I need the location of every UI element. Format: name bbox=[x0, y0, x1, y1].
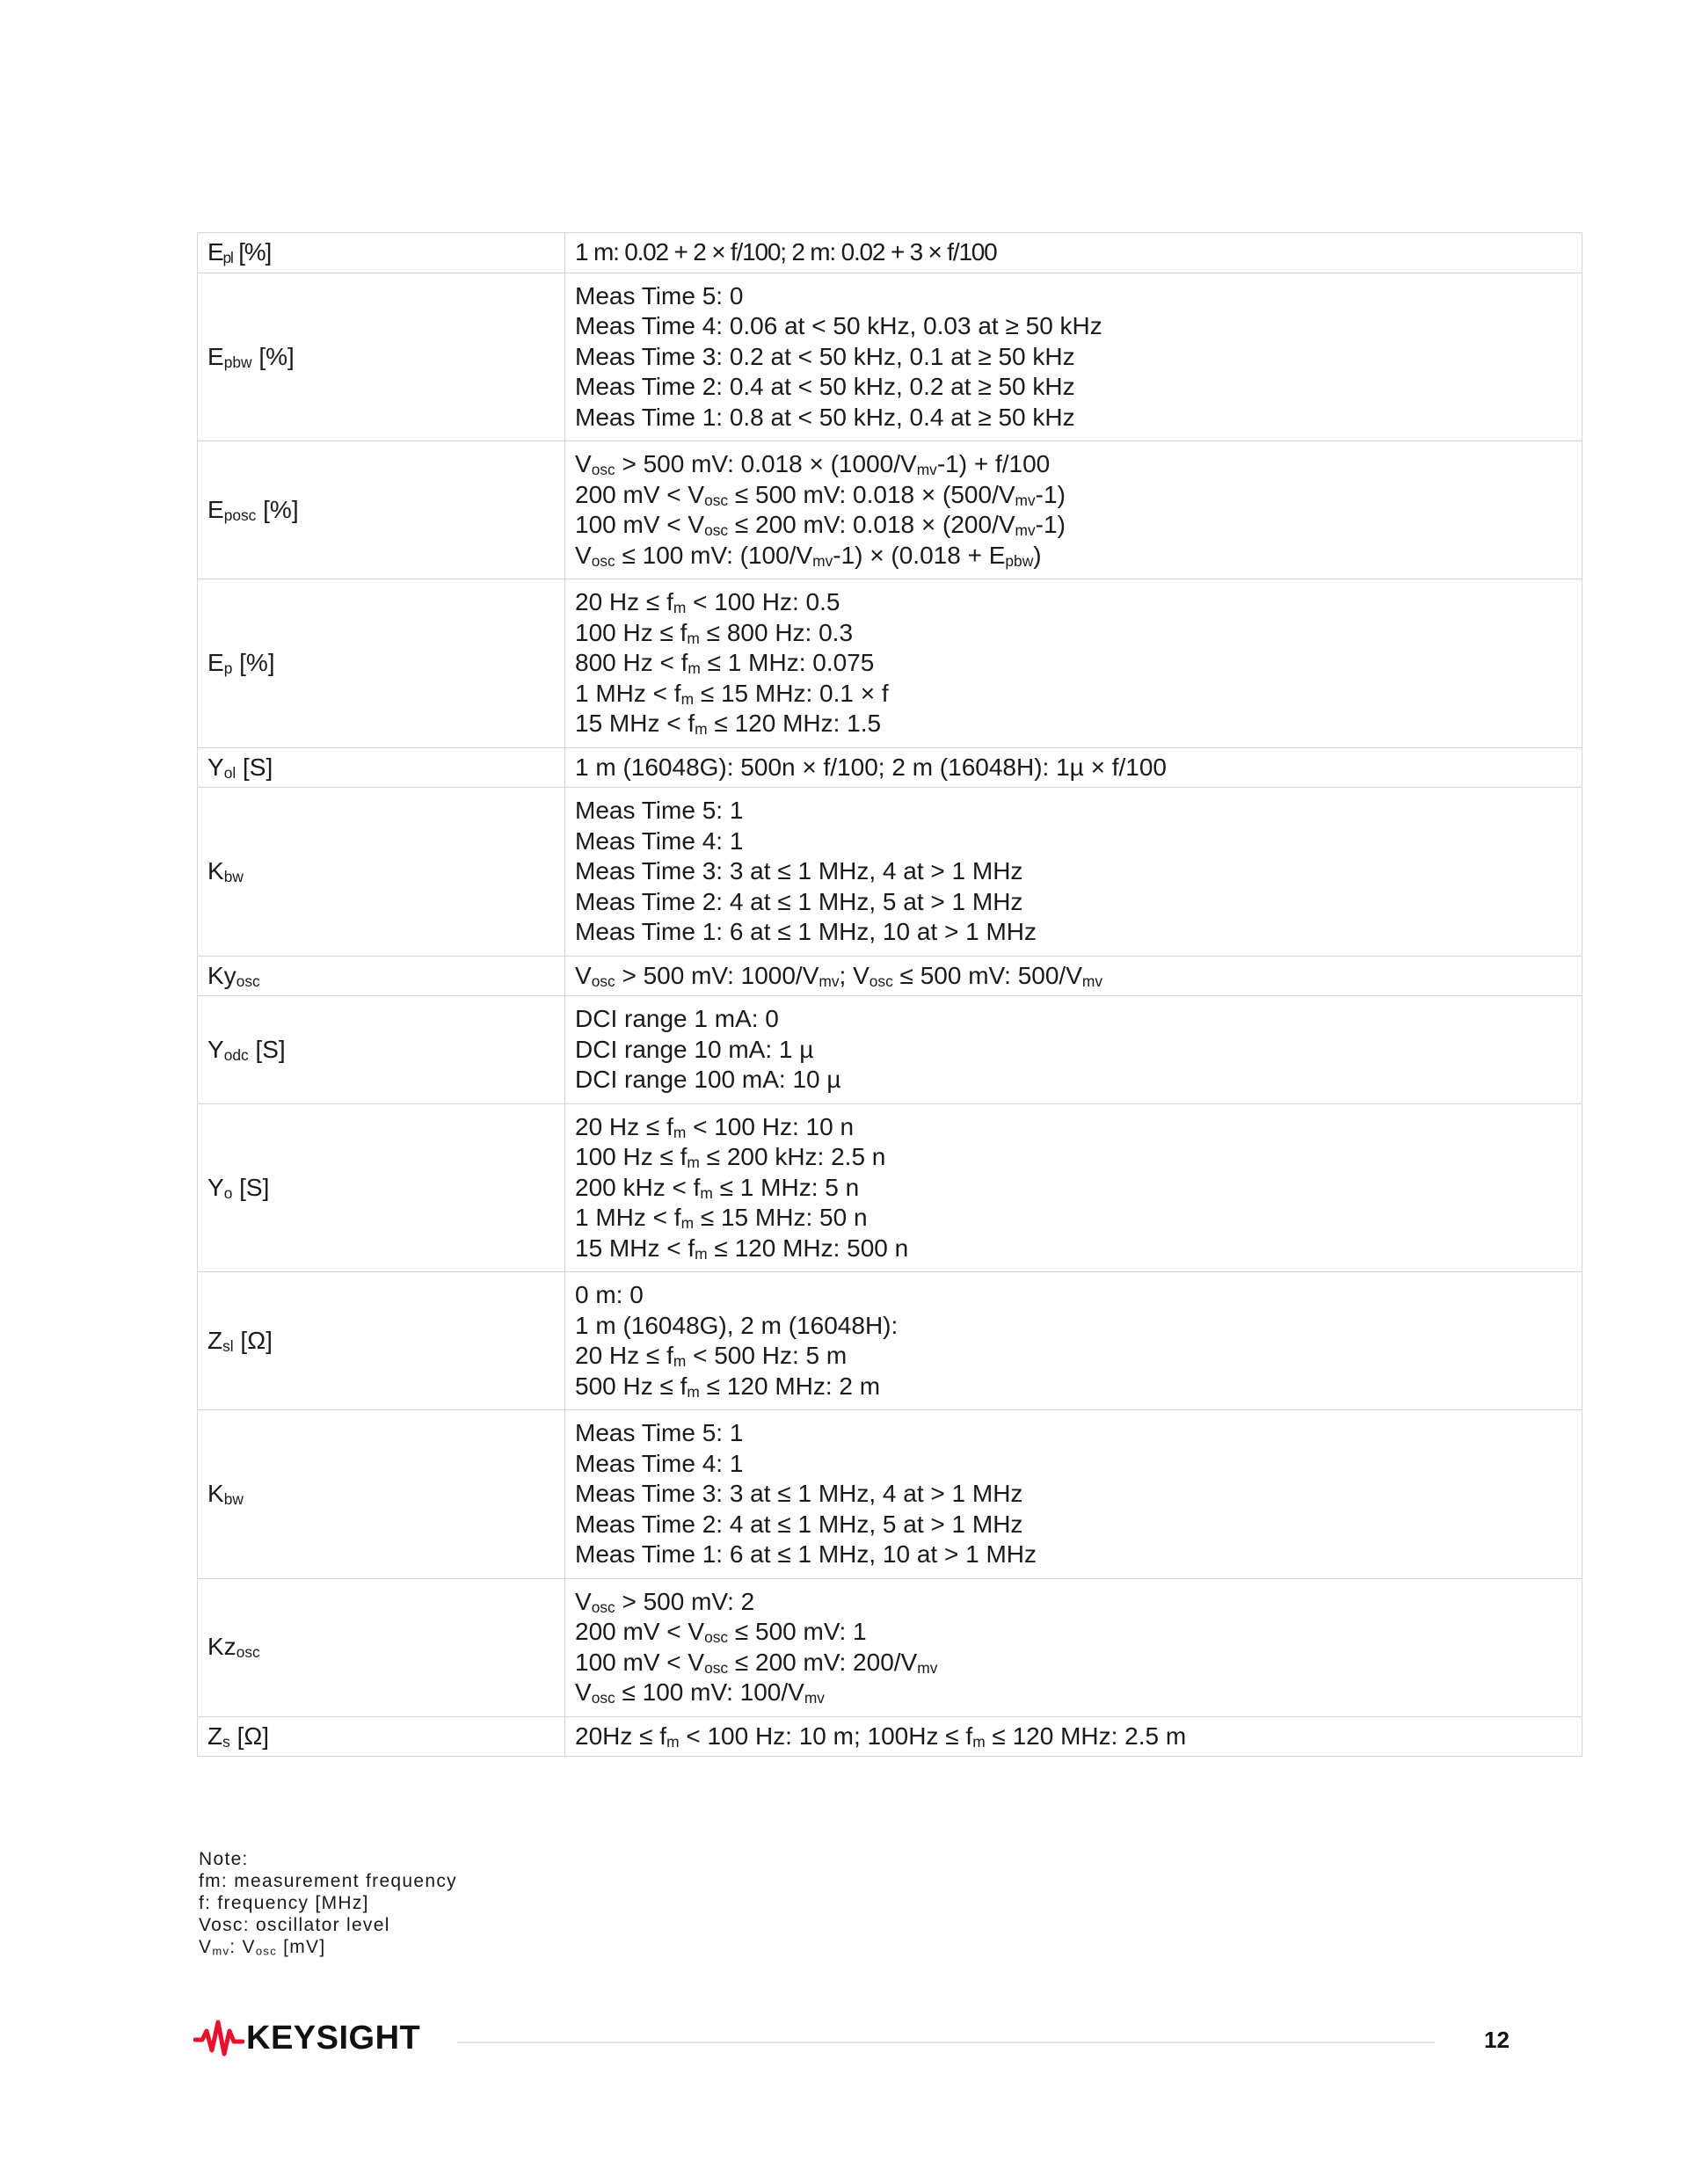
keysight-wave-icon bbox=[193, 2019, 244, 2057]
table-row bbox=[198, 788, 1582, 957]
value-line: Meas Time 3: 3 at ≤ 1 MHz, 4 at > 1 MHz bbox=[575, 857, 1023, 885]
value-cell bbox=[565, 956, 1582, 996]
table-row bbox=[198, 1103, 1582, 1272]
parameter-cell: $Y_{odc}$ [S] bbox=[198, 996, 565, 1104]
parameter-cell: $Z_s$ [Ω] bbox=[198, 1716, 565, 1757]
table-row bbox=[198, 996, 1582, 1104]
value-line: 100 $Hz \le f_m \le 200$ kHz: 2.5 n bbox=[575, 1143, 886, 1172]
value-line: 200 kHz < $f_m \le 1$ MHz: 5 n bbox=[575, 1173, 860, 1202]
table-row bbox=[198, 1578, 1582, 1716]
value-cell bbox=[565, 1103, 1582, 1272]
value-line: Meas Time 3: 3 at ≤ 1 MHz, 4 at > 1 MHz bbox=[575, 1480, 1023, 1507]
value-cell bbox=[565, 996, 1582, 1104]
table-row bbox=[198, 1716, 1582, 1757]
value-line: 200 mV < $V_{osc} \le 500$ mV: 1 bbox=[575, 1618, 867, 1647]
value-line: 20 $Hz \le f_m < 100$ Hz: 0.5 bbox=[575, 588, 840, 617]
table-row bbox=[198, 747, 1582, 788]
parameter-cell: $Kz_{osc}$ bbox=[198, 1578, 565, 1716]
table-row bbox=[198, 273, 1582, 441]
value-line: Meas Time 2: 4 at ≤ 1 MHz, 5 at > 1 MHz bbox=[575, 887, 1023, 915]
note-line-vmv: $V_{mv}$: $V_{osc}$ [mV] bbox=[199, 1937, 326, 1958]
value-cell bbox=[565, 747, 1582, 788]
note-line: f: frequency [MHz] bbox=[199, 1893, 369, 1913]
value-line: 20 $Hz \le f_m < 100$ Hz: 10 n bbox=[575, 1112, 855, 1141]
value-line: 1 m (16048G): 500n × f/100; 2 m (16048H): 1µ × f/100 bbox=[575, 753, 1167, 781]
value-line: 1 m (16048G), 2 m (16048H): bbox=[575, 1311, 899, 1339]
value-line: 1 m: 0.02 + 2 × f/100; 2 m: 0.02 + 3 × f/100 bbox=[575, 238, 997, 266]
parameter-cell: $E_{posc}$ [%] bbox=[198, 441, 565, 579]
parameter-cell: $K_{bw}$ bbox=[198, 1410, 565, 1579]
parameter-cell: $Y_{ol}$ [S] bbox=[198, 747, 565, 788]
value-line: Meas Time 2: 0.4 at < 50 kHz, 0.2 at ≥ 50 kHz bbox=[575, 373, 1075, 400]
value-line: Meas Time 4: 1 bbox=[575, 1449, 744, 1477]
value-cell bbox=[565, 1716, 1582, 1757]
value-cell bbox=[565, 788, 1582, 957]
value-line: 20 $Hz \le f_m < 500$ Hz: 5 m bbox=[575, 1342, 848, 1371]
value-line: $V_{osc} \le 100$ mV: $(100/V_{mv}-1) \times (0.018 + E_{pbw})$ bbox=[575, 541, 1042, 570]
value-line: $V_{osc} \le 100$ mV: $100/V_{mv}$ bbox=[575, 1678, 825, 1707]
value-line: Meas Time 4: 1 bbox=[575, 826, 744, 855]
brand-name: KEYSIGHT bbox=[246, 2019, 421, 2057]
parameter-cell: $E_p$ [%] bbox=[198, 579, 565, 748]
table-row bbox=[198, 441, 1582, 579]
value-line: $V_{osc} > 500$ mV: $1000/V_{mv}$; $V_{osc} \le 500$ mV: $500/V_{mv}$ bbox=[575, 961, 1103, 990]
value-line: $20Hz \le f_m < 100$ Hz: 10 m; $100Hz \le f_m \le 120$ MHz: 2.5 m bbox=[575, 1722, 1187, 1751]
value-line: Meas Time 4: 0.06 at < 50 kHz, 0.03 at ≥ 50 kHz bbox=[575, 312, 1102, 339]
value-line: 15 MHz < $f_m \le 120$ MHz: 500 n bbox=[575, 1234, 909, 1263]
table-row bbox=[198, 579, 1582, 748]
value-line: $V_{osc} > 500$ mV: $0.018 \times (1000/V_{mv}-1) + f/100$ bbox=[575, 450, 1051, 479]
value-line: 1 MHz < $f_m \le 15$ MHz: 0.1 × f bbox=[575, 679, 889, 708]
value-line: DCI range 1 mA: 0 bbox=[575, 1005, 779, 1032]
value-line: Meas Time 5: 0 bbox=[575, 281, 744, 309]
value-line: DCI range 10 mA: 1 µ bbox=[575, 1035, 814, 1063]
value-cell bbox=[565, 1410, 1582, 1579]
specification-table bbox=[197, 232, 1582, 1757]
value-line: DCI range 100 mA: 10 µ bbox=[575, 1066, 841, 1093]
value-line: Meas Time 3: 0.2 at < 50 kHz, 0.1 at ≥ 50 kHz bbox=[575, 342, 1075, 370]
value-line: Meas Time 5: 1 bbox=[575, 797, 744, 824]
note-line: fm: measurement frequency bbox=[199, 1871, 457, 1891]
value-line: 100 $Hz \le f_m \le 800$ Hz: 0.3 bbox=[575, 618, 854, 647]
value-line: 100 mV < $V_{osc} \le 200$ mV: $200/V_{mv}$ bbox=[575, 1648, 938, 1677]
value-line: Meas Time 2: 4 at ≤ 1 MHz, 5 at > 1 MHz bbox=[575, 1510, 1023, 1538]
table-row bbox=[198, 1410, 1582, 1579]
value-line: 0 m: 0 bbox=[575, 1281, 644, 1308]
value-cell bbox=[565, 1272, 1582, 1410]
parameter-cell: $Z_{sl}$ [Ω] bbox=[198, 1272, 565, 1410]
value-line: Meas Time 1: 0.8 at < 50 kHz, 0.4 at ≥ 50 kHz bbox=[575, 403, 1075, 431]
value-line: Meas Time 1: 6 at ≤ 1 MHz, 10 at > 1 MHz bbox=[575, 918, 1037, 945]
notes-title: Note: bbox=[199, 1849, 249, 1869]
parameter-cell: $Y_o$ [S] bbox=[198, 1103, 565, 1272]
note-line: Vosc: oscillator level bbox=[199, 1915, 390, 1935]
value-line: $V_{osc} > 500$ mV: 2 bbox=[575, 1587, 755, 1616]
value-line: 1 MHz < $f_m \le 15$ MHz: 50 n bbox=[575, 1204, 868, 1233]
value-line: 800 $Hz < f_m \le 1$ MHz: 0.075 bbox=[575, 649, 875, 678]
value-line: 200 mV < $V_{osc} \le 500$ mV: $0.018 \times (500/V_{mv}-1)$ bbox=[575, 480, 1066, 509]
footer-divider bbox=[457, 2042, 1435, 2043]
keysight-logo bbox=[193, 2019, 420, 2057]
value-line: 15 MHz < $f_m \le 120$ MHz: 1.5 bbox=[575, 710, 882, 739]
table-row bbox=[198, 956, 1582, 996]
table-row bbox=[198, 233, 1582, 273]
parameter-cell: $Ky_{osc}$ bbox=[198, 956, 565, 996]
value-line: Meas Time 1: 6 at ≤ 1 MHz, 10 at > 1 MHz bbox=[575, 1540, 1037, 1568]
parameter-cell: $K_{bw}$ bbox=[198, 788, 565, 957]
value-cell bbox=[565, 579, 1582, 748]
value-line: 100 mV < $V_{osc} \le 200$ mV: $0.018 \times (200/V_{mv}-1)$ bbox=[575, 511, 1066, 540]
notes bbox=[199, 1848, 457, 1958]
value-line: Meas Time 5: 1 bbox=[575, 1419, 744, 1446]
page-number: 12 bbox=[1484, 2027, 1510, 2053]
table-row bbox=[198, 1272, 1582, 1410]
value-cell bbox=[565, 233, 1582, 273]
value-cell bbox=[565, 273, 1582, 441]
value-line: 500 $Hz \le f_m \le 120$ MHz: 2 m bbox=[575, 1372, 881, 1401]
value-cell bbox=[565, 441, 1582, 579]
value-cell bbox=[565, 1578, 1582, 1716]
parameter-cell: $E_{pl}$ [%] bbox=[198, 233, 565, 273]
parameter-cell: $E_{pbw}$ [%] bbox=[198, 273, 565, 441]
